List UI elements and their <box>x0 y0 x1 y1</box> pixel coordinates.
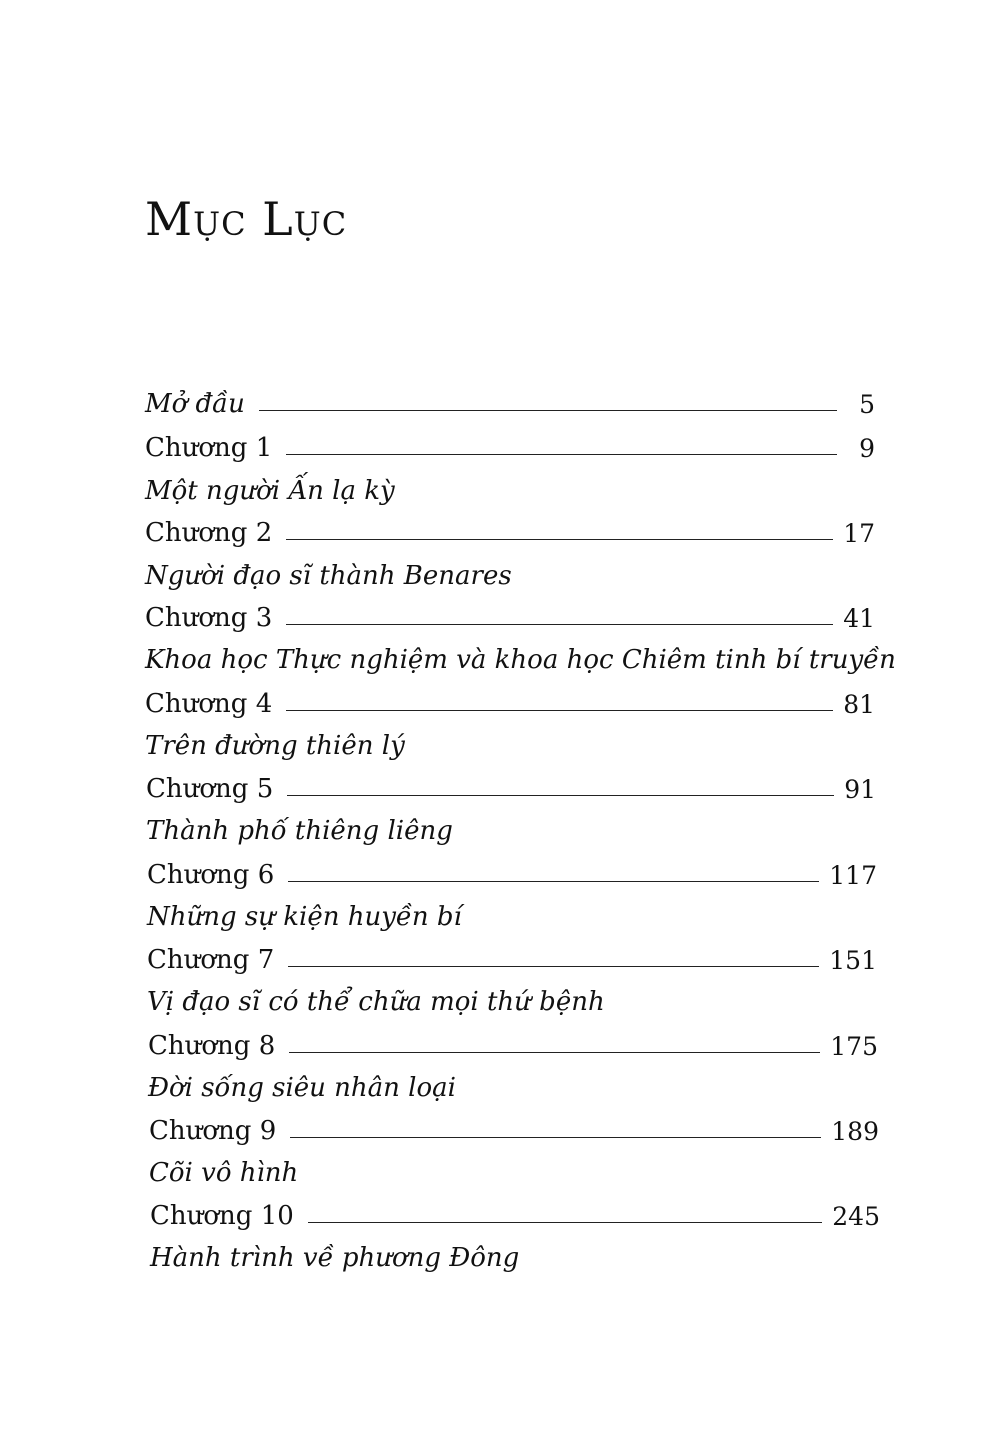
toc-entry-label: Chương 1 <box>145 433 273 463</box>
toc-entry-chapter-4[interactable] <box>145 684 875 724</box>
toc-entry-chapter-7[interactable] <box>147 940 877 980</box>
toc-leader-line <box>308 1222 823 1223</box>
toc-entry-label: Chương 5 <box>146 774 274 804</box>
toc-chapter-subtitle: Hành trình về phương Đông <box>150 1243 520 1273</box>
toc-entry-label: Chương 6 <box>147 860 275 890</box>
toc-entry-chapter-1[interactable] <box>145 428 875 468</box>
toc-chapter-subtitle: Trên đường thiên lý <box>145 731 405 761</box>
toc-page-number: 117 <box>829 860 877 890</box>
toc-chapter-subtitle: Một người Ấn lạ kỳ <box>145 476 395 506</box>
toc-entry-label: Chương 8 <box>148 1031 276 1061</box>
toc-entry-label: Chương 4 <box>145 689 273 719</box>
toc-entry-label: Chương 10 <box>150 1201 294 1231</box>
toc-leader-line <box>286 624 833 625</box>
toc-entry-chapter-6[interactable] <box>147 855 877 895</box>
toc-page-number: 41 <box>843 603 875 633</box>
toc-leader-line <box>286 454 837 455</box>
toc-entry-chapter-2[interactable] <box>145 513 875 553</box>
toc-chapter-subtitle: Những sự kiện huyền bí <box>147 902 462 932</box>
toc-entry-chapter-5[interactable] <box>146 769 876 809</box>
toc-leader-line <box>290 1137 821 1138</box>
toc-leader-line <box>286 710 833 711</box>
toc-entry-label: Chương 7 <box>147 945 275 975</box>
toc-page-number: 9 <box>859 433 875 463</box>
toc-chapter-subtitle: Khoa học Thực nghiệm và khoa học Chiêm tinh bí truyền <box>145 645 896 675</box>
toc-leader-line <box>259 410 837 411</box>
toc-entry-label: Chương 3 <box>145 603 273 633</box>
toc-entry-chapter-8[interactable] <box>148 1026 878 1066</box>
toc-page-number: 245 <box>832 1201 880 1231</box>
toc-chapter-subtitle: Thành phố thiêng liêng <box>146 816 453 846</box>
toc-entry-chapter-3[interactable] <box>145 598 875 638</box>
toc-page-number: 91 <box>844 774 876 804</box>
toc-entry-label: Chương 9 <box>149 1116 277 1146</box>
toc-entry-chapter-9[interactable] <box>149 1111 879 1151</box>
toc-page-number: 189 <box>831 1116 879 1146</box>
toc-page-number: 175 <box>830 1031 878 1061</box>
toc-entry-chapter-10[interactable] <box>150 1196 880 1236</box>
page-title: Mục Lục <box>145 192 348 246</box>
toc-entry-label: Mở đầu <box>145 389 245 419</box>
toc-page-number: 17 <box>843 518 875 548</box>
toc-page-number: 151 <box>829 945 877 975</box>
toc-leader-line <box>289 1052 820 1053</box>
toc-chapter-subtitle: Vị đạo sĩ có thể chữa mọi thứ bệnh <box>147 987 605 1017</box>
toc-leader-line <box>286 539 833 540</box>
toc-entry-intro[interactable] <box>145 384 875 424</box>
toc-leader-line <box>287 795 834 796</box>
toc-chapter-subtitle: Cõi vô hình <box>149 1158 299 1188</box>
toc-entry-label: Chương 2 <box>145 518 273 548</box>
toc-page-number: 5 <box>859 389 875 419</box>
toc-leader-line <box>288 966 819 967</box>
toc-chapter-subtitle: Đời sống siêu nhân loại <box>148 1073 456 1103</box>
toc-leader-line <box>288 881 819 882</box>
toc-page-number: 81 <box>843 689 875 719</box>
toc-chapter-subtitle: Người đạo sĩ thành Benares <box>145 561 512 591</box>
